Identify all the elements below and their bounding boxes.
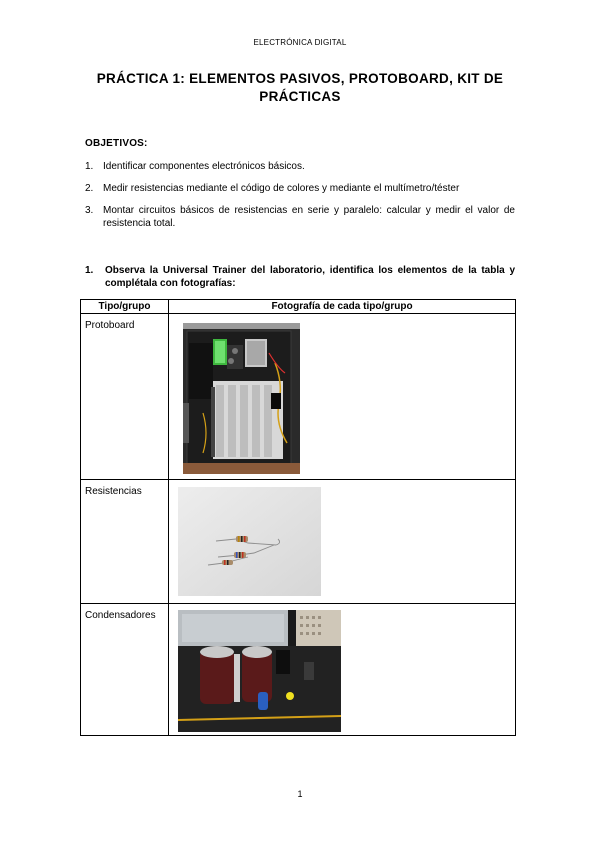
objective-item (85, 160, 515, 173)
row-label-cell (81, 604, 169, 736)
row-label-resistencias: Resistencias (85, 486, 142, 497)
section-1-instruction (85, 264, 515, 290)
objective-number: 3. (85, 205, 94, 216)
protoboard-photo (183, 323, 300, 474)
objective-item (85, 182, 515, 195)
objective-text: Medir resistencias mediante el código de colores y mediante el multímetro/téster (103, 183, 460, 194)
photo-cell (169, 480, 516, 604)
objective-number: 1. (85, 161, 94, 172)
row-label-protoboard: Protoboard (85, 320, 135, 331)
objectives-list (85, 160, 515, 239)
objective-number: 2. (85, 183, 94, 194)
table-header-row (81, 300, 516, 314)
capacitors-photo (178, 610, 341, 732)
section-number: 1. (85, 265, 94, 276)
column-header-photo: Fotografía de cada tipo/grupo (169, 300, 516, 314)
row-label-cell (81, 480, 169, 604)
objective-text: Montar circuitos básicos de resistencias en serie y paralelo: calcular y medir el valor de resistencia total. (103, 205, 515, 229)
components-table (80, 299, 516, 736)
table-row (81, 480, 516, 604)
objective-item (85, 204, 515, 230)
objective-text: Identificar componentes electrónicos básicos. (103, 161, 305, 172)
photo-cell (169, 314, 516, 480)
objectives-heading: OBJETIVOS: (85, 138, 148, 149)
row-label-condensadores: Condensadores (85, 610, 156, 621)
photo-cell (169, 604, 516, 736)
page-header: ELECTRÓNICA DIGITAL (253, 38, 347, 47)
section-text: Observa la Universal Trainer del laboratorio, identifica los elementos de la tabla y complétala con fotografías: (105, 265, 515, 289)
resistors-photo (178, 487, 321, 596)
page-number: 1 (297, 789, 303, 799)
table-row (81, 604, 516, 736)
row-label-cell (81, 314, 169, 480)
column-header-type: Tipo/grupo (81, 300, 169, 314)
page-title: PRÁCTICA 1: ELEMENTOS PASIVOS, PROTOBOARD, KIT DE PRÁCTICAS (96, 71, 504, 104)
table-row (81, 314, 516, 480)
